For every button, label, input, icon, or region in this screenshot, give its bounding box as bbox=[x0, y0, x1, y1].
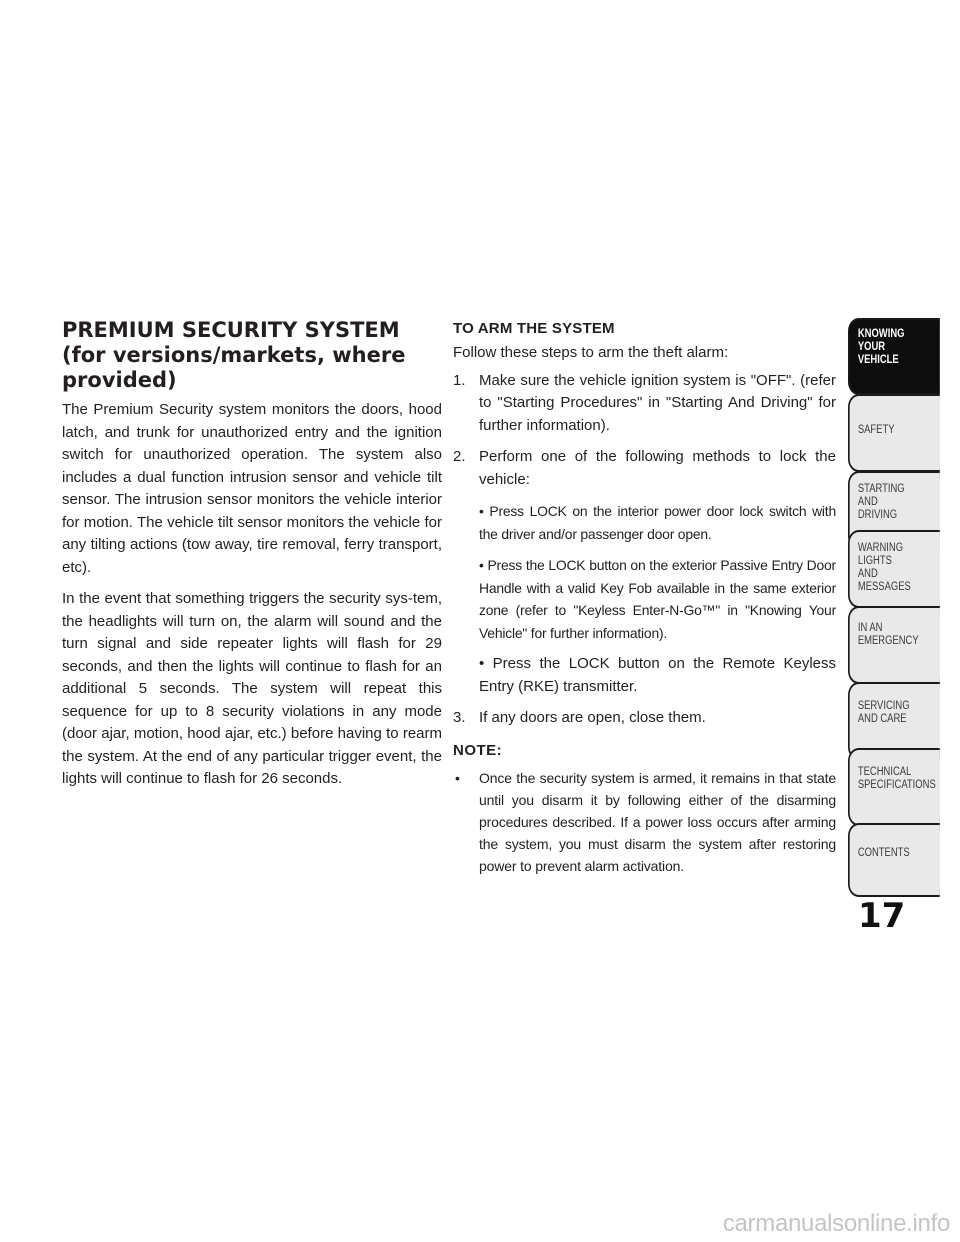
section-title-line: provided) bbox=[62, 368, 177, 392]
section-title-line: PREMIUM SECURITY SYSTEM bbox=[62, 318, 400, 342]
step-2 bbox=[453, 446, 836, 491]
right-column bbox=[453, 318, 836, 877]
tab-safety[interactable]: SAFETY bbox=[848, 394, 940, 472]
tab-in-an-emergency[interactable]: IN AN EMERGENCY bbox=[848, 606, 940, 684]
note-text: Once the security system is armed, it remains in that state until you disarm it by following either of the disarming procedures described. If a power loss occurs after arming the system, you must disarm the system after restoring power to prevent alarm activation. bbox=[479, 769, 836, 874]
step-number: 1. bbox=[453, 371, 466, 389]
tab-contents[interactable]: CONTENTS bbox=[848, 823, 940, 897]
step-3 bbox=[453, 707, 836, 730]
arm-heading: TO ARM THE SYSTEM bbox=[453, 320, 615, 337]
watermark: carmanualsonline.info bbox=[722, 1210, 950, 1237]
tab-knowing-your-vehicle[interactable]: KNOWING YOUR VEHICLE bbox=[848, 318, 940, 395]
lock-method-passive-entry: • Press the LOCK button on the exterior Passive Entry Door Handle with a valid Key Fob available in the same exterior zone (refer to "Keyless Enter-N-Go™" in "Knowing Your Vehicle" for further information). bbox=[479, 557, 836, 641]
section-title bbox=[62, 318, 442, 393]
tab-technical-specifications[interactable]: TECHNICAL SPECIFICATIONS bbox=[848, 748, 940, 826]
lock-method-interior: • Press LOCK on the interior power door lock switch with the driver and/or passenger door open. bbox=[479, 503, 836, 542]
tab-servicing-and-care[interactable]: SERVICING AND CARE bbox=[848, 682, 940, 760]
step-text: Make sure the vehicle ignition system is "OFF". (refer to "Starting Procedures" in "Starting And Driving" for further information). bbox=[479, 371, 836, 434]
tab-starting-and-driving[interactable]: STARTING AND DRIVING bbox=[848, 471, 940, 549]
step-number: 2. bbox=[453, 448, 466, 465]
step-text: Perform one of the following methods to lock the vehicle: bbox=[479, 448, 836, 488]
step-text: If any doors are open, close them. bbox=[479, 709, 706, 726]
page-number: 17 bbox=[858, 896, 906, 936]
step-1 bbox=[453, 370, 836, 438]
lock-method-rke: • Press the LOCK button on the Remote Keyless Entry (RKE) transmitter. bbox=[479, 655, 836, 695]
note-item bbox=[453, 767, 836, 877]
paragraph-overview: The Premium Security system monitors the doors, hood latch, and trunk for unauthorized entry and the ignition switch for unauthorized operation. The system also includes a dual function intrusion sensor and vehicle tilt sensor. The intrusion sensor monitors the vehicle interior for motion. The vehicle tilt sensor monitors the vehicle for any tilting actions (tow away, tire removal, ferry transport, etc). bbox=[62, 401, 442, 576]
section-title-line: (for versions/markets, where bbox=[62, 343, 406, 367]
arm-intro: Follow these steps to arm the theft alarm: bbox=[453, 344, 729, 361]
left-column bbox=[62, 318, 442, 800]
step-number: 3. bbox=[453, 709, 466, 726]
bullet-marker: • bbox=[455, 769, 460, 786]
paragraph-trigger: In the event that something triggers the security sys-tem, the headlights will turn on, the alarm will sound and the turn signal and side repeater lights will flash for 29 seconds, and then the lights will continue to flash for an additional 5 seconds. The system will repeat this sequence for up to 8 security violations in any mode (door ajar, motion, hood ajar, etc.) before having to rearm the system. At the end of any particular trigger event, the lights will continue to flash for 26 seconds. bbox=[62, 590, 442, 787]
tab-warning-lights-and-messages[interactable]: WARNING LIGHTS AND MESSAGES bbox=[848, 530, 940, 608]
note-heading: NOTE: bbox=[453, 741, 503, 759]
